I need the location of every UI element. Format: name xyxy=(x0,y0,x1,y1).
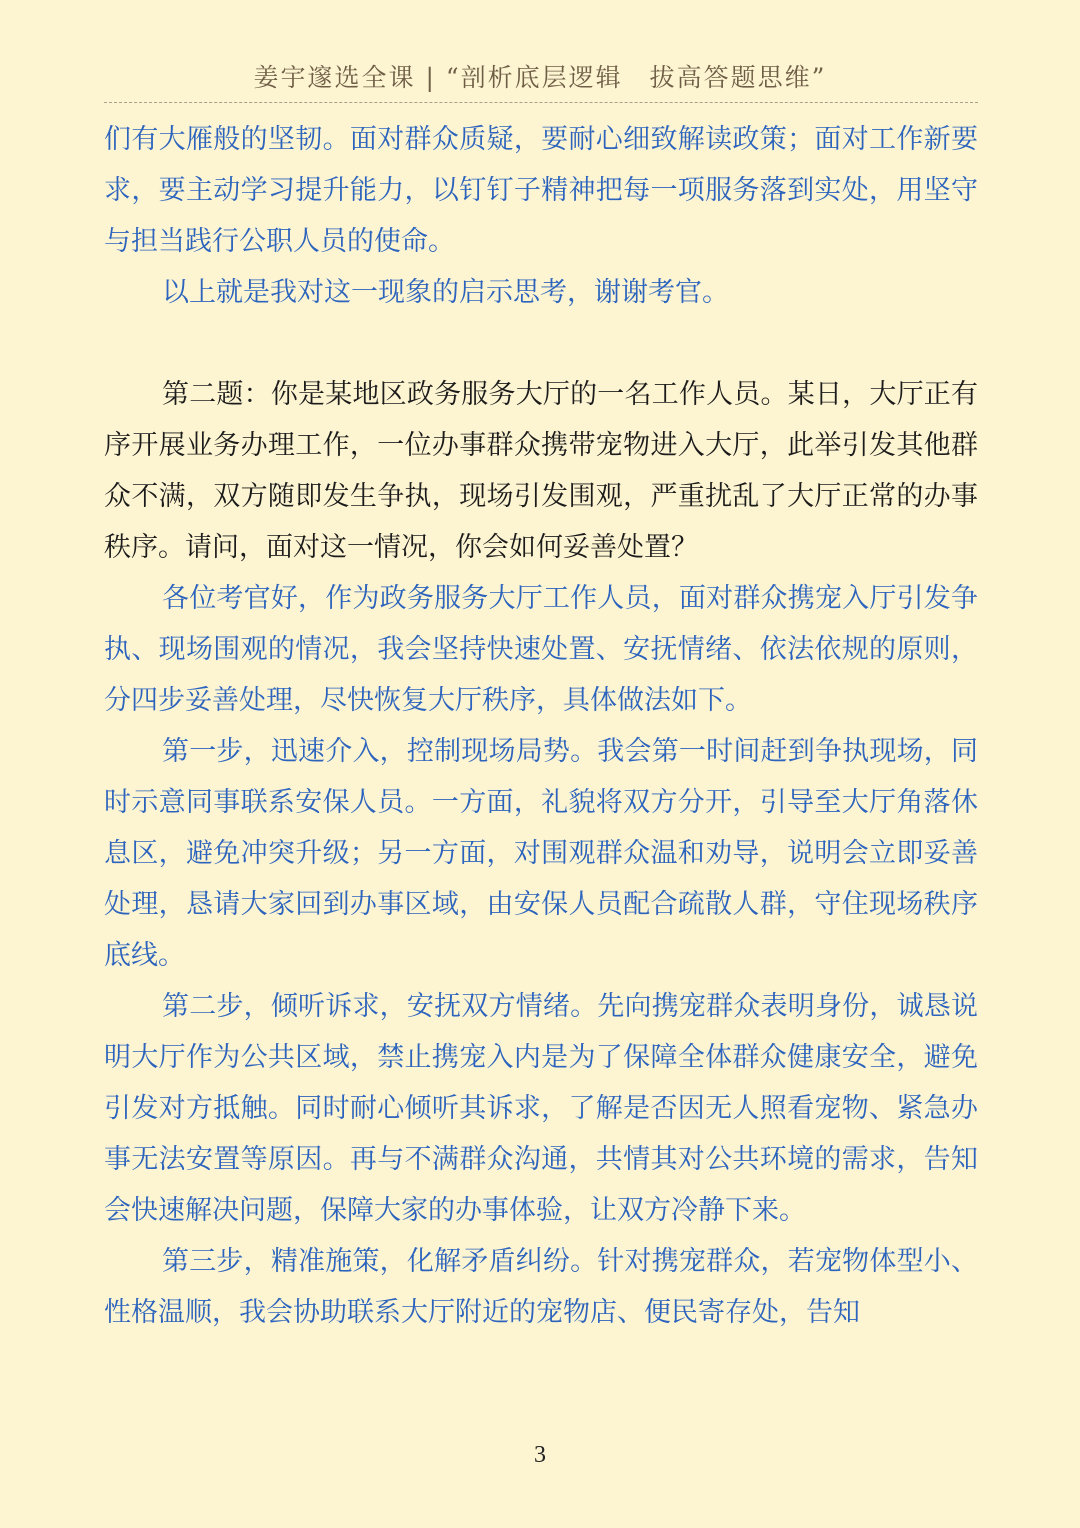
paragraph: 们有大雁般的坚韧。面对群众质疑，要耐心细致解读政策；面对工作新要求，要主动学习提升能力，以钉钉子精神把每一项服务落到实处，用坚守与担当践行公职人员的使命。 xyxy=(104,124,978,257)
page-number: 3 xyxy=(534,1442,546,1468)
question-paragraph: 第二题：你是某地区政务服务大厅的一名工作人员。某日，大厅正有序开展业务办理工作，一位办事群众携带宠物进入大厅，此举引发其他群众不满，双方随即发生争执，现场引发围观，严重扰乱了大厅正常的办事秩序。请问，面对这一情况，你会如何妥善处置？ xyxy=(104,379,978,563)
answer-intro: 各位考官好，作为政务服务大厅工作人员，面对群众携宠入厅引发争执、现场围观的情况，我会坚持快速处置、安抚情绪、依法依规的原则，分四步妥善处理，尽快恢复大厅秩序，具体做法如下。 xyxy=(104,583,978,716)
document-body xyxy=(104,114,978,1338)
paragraph: 以上就是我对这一现象的启示思考，谢谢考官。 xyxy=(162,277,729,308)
page-header: 姜宇邃选全课 | “剖析底层逻辑 拔高答题思维” xyxy=(253,63,827,92)
header-divider xyxy=(104,102,978,103)
answer-step-2: 第二步，倾听诉求，安抚双方情绪。先向携宠群众表明身份，诚恳说明大厅作为公共区域，禁止携宠入内是为了保障全体群众健康安全，避免引发对方抵触。同时耐心倾听其诉求，了解是否因无人照看宠物、紧急办事无法安置等原因。再与不满群众沟通，共情其对公共环境的需求，告知会快速解决问题，保障大家的办事体验，让双方冷静下来。 xyxy=(104,991,978,1226)
answer-step-3: 第三步，精准施策，化解矛盾纠纷。针对携宠群众，若宠物体型小、性格温顺，我会协助联系大厅附近的宠物店、便民寄存处，告知 xyxy=(104,1246,978,1328)
answer-step-1: 第一步，迅速介入，控制现场局势。我会第一时间赶到争执现场，同时示意同事联系安保人员。一方面，礼貌将双方分开，引导至大厅角落休息区，避免冲突升级；另一方面，对围观群众温和劝导，说明会立即妥善处理，恳请大家回到办事区域，由安保人员配合疏散人群，守住现场秩序底线。 xyxy=(104,736,978,971)
